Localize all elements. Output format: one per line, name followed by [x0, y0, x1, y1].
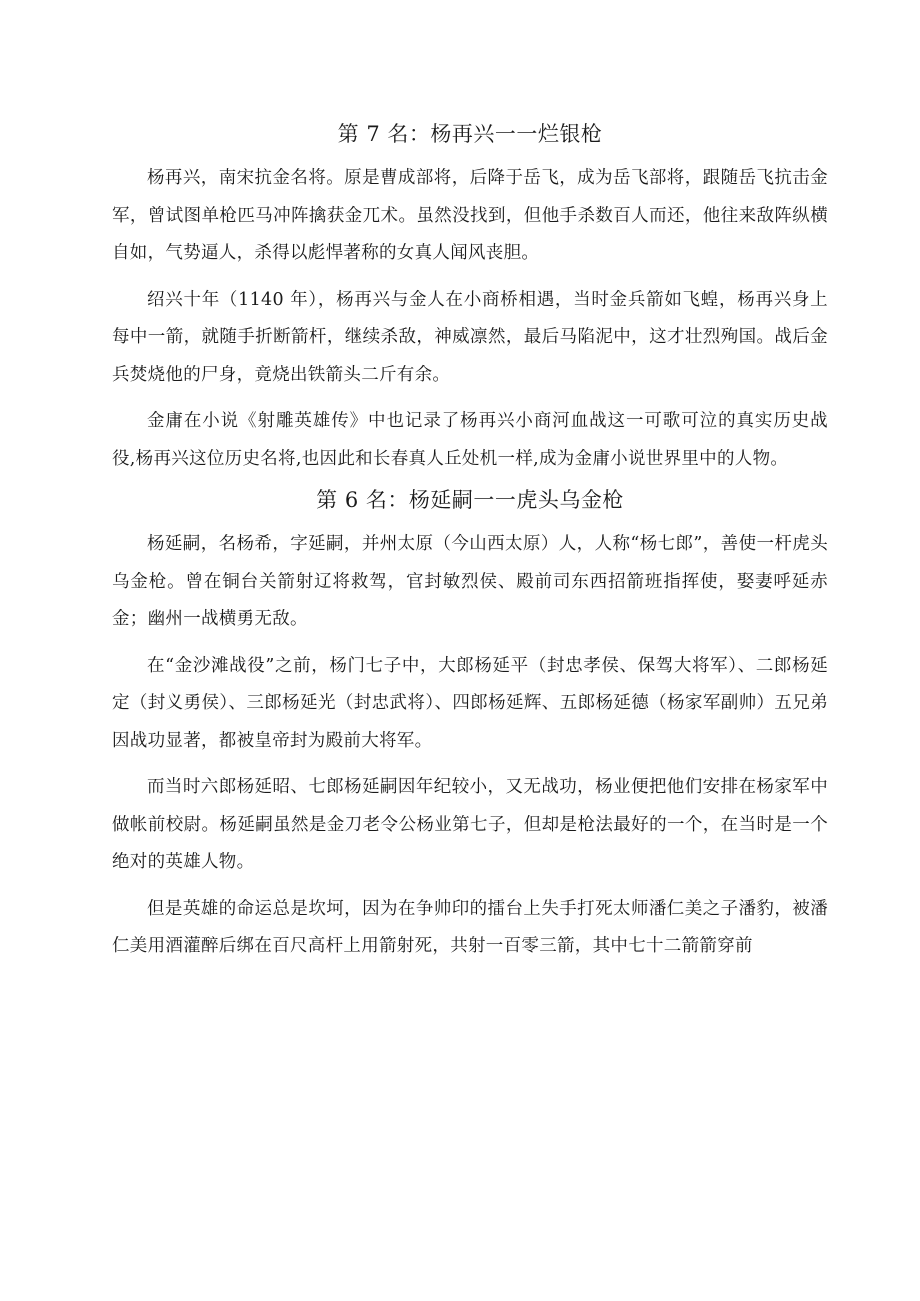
paragraph: 金庸在小说《射雕英雄传》中也记录了杨再兴小商河血战这一可歌可泣的真实历史战役,杨再兴这位历史名将,也因此和长春真人丘处机一样,成为金庸小说世界里中的人物。	[112, 411, 828, 469]
paragraph: 在“金沙滩战役”之前，杨门七子中，大郎杨延平（封忠孝侯、保驾大将军）、二郎杨延定（封义勇侯）、三郎杨延光（封忠武将）、四郎杨延辉、五郎杨延德（杨家军副帅）五兄弟因战功显著，都被皇帝封为殿前大将军。	[112, 655, 828, 751]
document-body	[112, 112, 828, 966]
paragraph: 但是英雄的命运总是坎坷，因为在争帅印的擂台上失手打死太师潘仁美之子潘豹，被潘仁美用酒灌醉后绑在百尺高杆上用箭射死，共射一百零三箭，其中七十二箭箭穿前	[112, 898, 828, 956]
paragraph: 杨再兴，南宋抗金名将。原是曹成部将，后降于岳飞，成为岳飞部将，跟随岳飞抗击金军，曾试图单枪匹马冲阵擒获金兀术。虽然没找到，但他手杀数百人而还，他往来敌阵纵横自如，气势逼人，杀得以彪悍著称的女真人闻风丧胆。	[112, 168, 828, 263]
paragraph: 而当时六郎杨延昭、七郎杨延嗣因年纪较小，又无战功，杨业便把他们安排在杨家军中做帐前校尉。杨延嗣虽然是金刀老令公杨业第七子，但却是枪法最好的一个，在当时是一个绝对的英雄人物。	[112, 777, 828, 872]
paragraph: 绍兴十年（1140 年），杨再兴与金人在小商桥相遇，当时金兵箭如飞蝗，杨再兴身上每中一箭，就随手折断箭杆，继续杀敌，神威凛然，最后马陷泥中，这才壮烈殉国。战后金兵焚烧他的尸身，竟烧出铁箭头二斤有余。	[112, 289, 828, 385]
section-title-rank-7: 第 7 名：杨再兴一一烂银枪	[337, 122, 603, 146]
section-title-rank-6: 第 6 名：杨延嗣一一虎头乌金枪	[316, 488, 624, 512]
paragraph: 杨延嗣，名杨希，字延嗣，并州太原（今山西太原）人，人称“杨七郎”，善使一杆虎头乌金枪。曾在铜台关箭射辽将救驾，官封敏烈侯、殿前司东西招箭班指挥使，娶妻呼延赤金；幽州一战横勇无敌。	[112, 534, 828, 629]
